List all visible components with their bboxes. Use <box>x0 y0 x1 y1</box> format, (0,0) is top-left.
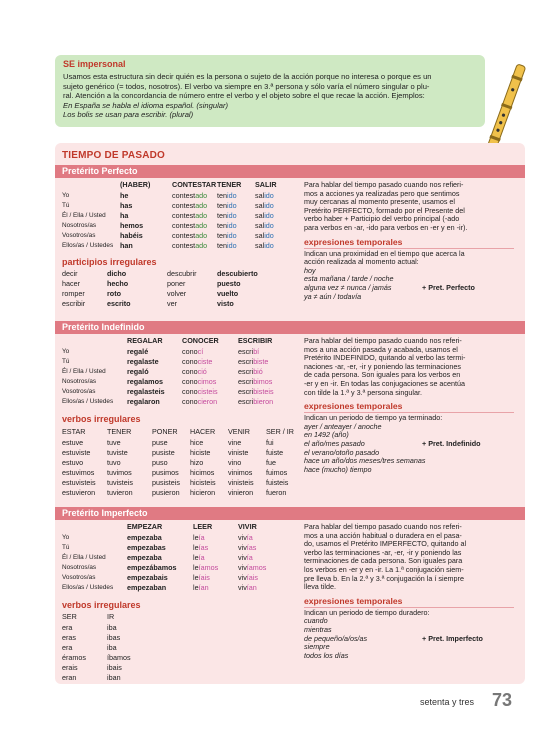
perf-salir: salido <box>255 221 274 230</box>
imp-vivir: vivías <box>238 543 257 552</box>
ind-right-expr: hace (mucho) tiempo <box>304 464 372 474</box>
imperfecto-band-label: Pretérito Imperfecto <box>62 508 148 518</box>
ind-irr-cell: vinisteis <box>228 478 254 487</box>
perf-person: Él / Ella / Usted <box>62 212 106 219</box>
imp-leer: leíamos <box>193 563 219 572</box>
se-example-1: En España se habla el idioma español. (singular) <box>63 100 229 110</box>
ind-irr-cell: estuvisteis <box>62 478 96 487</box>
perf-haber: habéis <box>120 231 143 240</box>
ind-conocer: conocí <box>182 347 204 356</box>
imperfecto-band <box>55 507 525 520</box>
ind-conocer: conoció <box>182 367 207 376</box>
page-number: 73 <box>492 690 513 710</box>
ind-irr-cell: hicisteis <box>190 478 216 487</box>
imp-leer: leía <box>193 553 205 562</box>
ind-regalar: regalamos <box>127 377 163 386</box>
perf-haber: he <box>120 191 129 200</box>
imp-right-expr: siempre <box>304 642 330 652</box>
imp-leer: leían <box>193 583 209 592</box>
imp-empezar: empezaba <box>127 533 162 542</box>
perf-contestar: contestado <box>172 201 208 210</box>
ind-escribir: escribí <box>238 347 260 356</box>
ind-conocer: conocisteis <box>182 387 218 396</box>
perf-salir: salido <box>255 241 274 250</box>
ind-right-para: de cada persona. Son iguales para los verbos en <box>304 370 461 380</box>
ind-person: Nosotros/as <box>62 378 97 385</box>
imp-irr-header: SER <box>62 612 77 621</box>
ind-regalar: regalé <box>127 347 149 356</box>
perf-haber: hemos <box>120 221 144 230</box>
imp-person: Él / Ella / Usted <box>62 554 106 561</box>
perf-tener: tenido <box>217 201 237 210</box>
perf-irr-part: visto <box>217 299 234 308</box>
ind-irr-header: PONER <box>152 427 178 436</box>
perf-tener: tenido <box>217 241 237 250</box>
imp-irr-cell: era <box>62 623 73 632</box>
imperfecto-table <box>62 523 292 593</box>
perf-header-haber: (HABER) <box>120 180 151 189</box>
ind-right-para: naciones -ar, -er, -ir y poniendo las terminaciones <box>304 361 462 371</box>
ind-conocer: conocieron <box>182 397 218 406</box>
ind-irr-cell: estuviste <box>62 448 91 457</box>
perf-right-expr: hoy <box>304 265 316 275</box>
perf-salir: salido <box>255 231 274 240</box>
perf-person: Ellos/as / Ustedes <box>62 242 114 249</box>
imp-empezar: empezábamos <box>127 563 177 572</box>
imp-right-expr: mientras <box>304 625 332 634</box>
imp-irr-cell: era <box>62 643 73 652</box>
ind-header-regalar: REGALAR <box>127 336 163 345</box>
perf-person: Tú <box>62 202 70 209</box>
perf-right-expr: alguna vez ≠ nunca / jamás <box>304 283 392 292</box>
imp-irr-cell: erais <box>62 663 78 672</box>
ind-escribir: escribiste <box>238 357 269 366</box>
perf-haber: ha <box>120 211 129 220</box>
perf-right-para: mos a acciones ya realizadas pero que sentimos <box>304 188 460 198</box>
imp-person: Vosotros/as <box>62 574 96 581</box>
ind-right-expr: Indican un periodo de tiempo ya terminado: <box>304 413 443 423</box>
imp-header-leer: LEER <box>193 522 213 531</box>
perf-irr-inf: decir <box>62 269 78 278</box>
imp-irr-cell: éramos <box>62 653 86 662</box>
imp-irr-header: IR <box>107 612 115 621</box>
imp-right-expr: cuando <box>304 616 328 626</box>
perf-right-plus: + Pret. Perfecto <box>422 283 475 292</box>
ind-escribir: escribió <box>238 367 263 376</box>
perf-contestar: contestado <box>172 231 208 240</box>
ind-right-para: Pretérito INDEFINIDO, quitando al verbo las termi- <box>304 353 466 363</box>
perf-irr-part: dicho <box>107 269 127 278</box>
ind-irr-cell: estuvimos <box>62 468 95 477</box>
ind-irr-cell: hicieron <box>190 488 216 497</box>
perf-irr-inf: romper <box>62 289 85 298</box>
perf-irr-inf: descubrir <box>167 269 197 278</box>
indefinido-table <box>62 337 292 407</box>
perf-header-salir: SALIR <box>255 180 277 189</box>
imp-irr-cell: eras <box>62 633 76 642</box>
ind-right-expr: el verano/otoño pasado <box>304 447 380 457</box>
ind-irregular-table <box>62 428 302 498</box>
ind-irr-cell: estuvieron <box>62 488 96 497</box>
imp-vivir: vivían <box>238 583 257 592</box>
perf-tener: tenido <box>217 221 237 230</box>
imp-irr-cell: iba <box>107 643 117 652</box>
imp-person: Nosotros/as <box>62 564 97 571</box>
ind-irr-header: TENER <box>107 427 132 436</box>
ind-escribir: escribisteis <box>238 387 274 396</box>
ind-right-expr: hace un año/dos meses/tres semanas <box>304 456 426 466</box>
perfecto-band <box>55 165 525 178</box>
imp-irr-cell: eran <box>62 673 77 682</box>
ind-conocer: conocimos <box>182 377 217 386</box>
ind-right-expr: el año/mes pasado <box>304 439 365 448</box>
imp-right-para: terminaciones de cada persona. Son iguales para <box>304 556 463 566</box>
perf-right-expr: acción realizada al momento actual: <box>304 257 419 267</box>
ind-irr-cell: pusisteis <box>152 478 180 487</box>
ind-irr-cell: pusieron <box>152 488 180 497</box>
se-example-2: Los bolis se usan para escribir. (plural) <box>63 110 194 120</box>
ind-irr-cell: tuvisteis <box>107 478 133 487</box>
ind-header-conocer: CONOCER <box>182 336 219 345</box>
imp-right-para: mos a una acción habitual o duradera en el pasa- <box>304 530 462 540</box>
perf-right-para: para verbos en -ar, -ido para verbos en -er y en -ir). <box>304 223 468 232</box>
imp-right-para: Para hablar del tiempo pasado cuando nos referi- <box>304 522 462 531</box>
ind-irr-cell: pusimos <box>152 468 179 477</box>
ind-right-expr: en 1492 (año) <box>304 430 349 440</box>
se-line-1: Usamos esta estructura sin decir quién es la persona o sujeto de la acción porque no interesa o porque es un <box>63 72 432 82</box>
imp-right-expr: de pequeño/a/os/as <box>304 633 368 643</box>
ind-irr-cell: vino <box>228 458 242 467</box>
ind-right-para: mos a una acción pasada y acabada, usamos el <box>304 344 458 354</box>
ind-irr-cell: vine <box>228 438 242 447</box>
ind-conocer: conociste <box>182 357 213 366</box>
ind-irr-cell: estuvo <box>62 458 84 467</box>
imp-vivir: vivía <box>238 553 253 562</box>
imp-vivir: vivía <box>238 533 253 542</box>
perf-contestar: contestado <box>172 191 208 200</box>
ind-header-escribir: ESCRIBIR <box>238 336 273 345</box>
perf-irr-inf: escribir <box>62 299 86 308</box>
perf-header-contestar: CONTESTAR <box>172 180 217 189</box>
ind-irr-cell: vinimos <box>228 468 253 477</box>
ind-irr-header: SER / IR <box>266 427 294 436</box>
ind-right-para: Para hablar del tiempo pasado cuando nos referi- <box>304 336 462 345</box>
imp-right-para: verbo las terminaciones -ar, -er, -ir y poniendo las <box>304 547 462 557</box>
ind-irr-cell: tuvieron <box>107 488 133 497</box>
ind-escribir: escribieron <box>238 397 274 406</box>
ind-person: Vosotros/as <box>62 388 96 395</box>
perf-right-para: verbo haber + Participio del verbo principal (-ado <box>304 214 460 224</box>
perf-person: Nosotros/as <box>62 222 97 229</box>
ind-irr-cell: puse <box>152 438 168 447</box>
ind-person: Tú <box>62 358 70 365</box>
ind-irr-cell: vinieron <box>228 488 254 497</box>
perf-contestar: contestado <box>172 211 208 220</box>
ind-right-expr: ayer / anteayer / anoche <box>304 421 382 431</box>
ind-irr-cell: fuiste <box>266 448 284 457</box>
indefinido-band-label: Pretérito Indefinido <box>62 322 145 332</box>
ind-irr-cell: tuviste <box>107 448 128 457</box>
imp-right-expr: todos los días <box>304 650 349 660</box>
imp-leer: leía <box>193 533 205 542</box>
perf-right-expr: esta mañana / tarde / noche <box>304 274 394 284</box>
imp-irregular-table <box>62 613 162 683</box>
imp-empezar: empezaban <box>127 583 167 592</box>
perf-irr-part: puesto <box>217 279 241 288</box>
imp-right-para: lleva tilde. <box>304 582 336 592</box>
perf-irr-part: hecho <box>107 279 129 288</box>
imp-header-empezar: EMPEZAR <box>127 522 163 531</box>
perf-irr-part: vuelto <box>217 289 239 298</box>
perf-right-expr: Indican una proximidad en el tiempo que acerca la <box>304 248 465 258</box>
ind-irr-header: VENIR <box>228 427 250 436</box>
imp-vivir: vivíamos <box>238 563 267 572</box>
perf-irr-inf: volver <box>167 289 187 298</box>
se-line-3: ral. Atención a la concordancia de número entre el verbo y el objeto sobre el que recae la acción. Ejemplos: <box>63 91 425 101</box>
ind-irr-cell: tuvo <box>107 458 121 467</box>
imp-irr-cell: iban <box>107 673 121 682</box>
ind-right-para: con tilde la 1.ª y 3.ª persona singular. <box>304 387 422 397</box>
perf-salir: salido <box>255 191 274 200</box>
imp-irr-cell: ibas <box>107 633 121 642</box>
ind-irr-cell: tuvimos <box>107 468 132 477</box>
ind-irr-cell: fui <box>266 438 274 447</box>
se-impersonal-title: SE impersonal <box>63 59 126 69</box>
imp-header-vivir: VIVIR <box>238 522 257 531</box>
ind-regalar: regaló <box>127 367 149 376</box>
ind-irr-cell: hiciste <box>190 448 211 457</box>
perf-irregular-title: participios irregulares <box>62 257 157 267</box>
ind-irr-cell: tuve <box>107 438 121 447</box>
ind-irr-cell: fuimos <box>266 468 288 477</box>
imp-right-para: los verbos en -er y en -ir. La 1.ª conjugación siem- <box>304 565 464 574</box>
perf-contestar: contestado <box>172 241 208 250</box>
imperfecto-explanation <box>304 523 519 683</box>
perf-tener: tenido <box>217 231 237 240</box>
perf-salir: salido <box>255 211 274 220</box>
indefinido-explanation <box>304 337 519 497</box>
imp-irr-cell: íbamos <box>107 653 131 662</box>
imp-irregular-title: verbos irregulares <box>62 600 141 610</box>
imp-right-para: do, usamos el Pretérito IMPERFECTO, quitando al <box>304 539 467 549</box>
ind-irr-header: HACER <box>190 427 216 436</box>
imp-person: Yo <box>62 534 70 541</box>
ind-irr-cell: pusiste <box>152 448 175 457</box>
ind-person: Él / Ella / Usted <box>62 368 106 375</box>
perf-right-para: muy cercanas al momento presente, usamos el <box>304 197 456 207</box>
perfecto-band-label: Pretérito Perfecto <box>62 166 138 176</box>
imp-irr-cell: iba <box>107 623 117 632</box>
ind-irr-cell: viniste <box>228 448 249 457</box>
ind-person: Yo <box>62 348 70 355</box>
ind-right-para: -er y en -ir. En todas las conjugaciones se acentúa <box>304 379 466 388</box>
ind-regalar: regalaste <box>127 357 159 366</box>
ind-irr-header: ESTAR <box>62 427 86 436</box>
ind-irr-cell: fuisteis <box>266 478 289 487</box>
imp-right-plus: + Pret. Imperfecto <box>422 633 483 643</box>
perf-person: Yo <box>62 192 70 199</box>
perf-right-para: Para hablar del tiempo pasado cuando nos refieri- <box>304 180 464 189</box>
ind-person: Ellos/as / Ustedes <box>62 398 114 405</box>
ind-regalar: regalasteis <box>127 387 165 396</box>
perf-salir: salido <box>255 201 274 210</box>
perf-person: Vosotros/as <box>62 232 96 239</box>
perf-right-para: Pretérito PERFECTO, formado por el Presente del <box>304 205 465 215</box>
perf-irr-part: roto <box>107 289 121 298</box>
ind-right-plus: + Pret. Indefinido <box>422 439 481 448</box>
imp-person: Tú <box>62 544 70 551</box>
ind-irr-cell: estuve <box>62 438 84 447</box>
imp-irr-cell: ibais <box>107 663 122 672</box>
perf-header-tener: TENER <box>217 180 242 189</box>
perf-right-expr: ya ≠ aún / todavía <box>304 291 362 301</box>
perf-irr-part: descubierto <box>217 269 258 278</box>
imp-empezar: empezabas <box>127 543 166 552</box>
imp-leer: leíais <box>193 573 210 582</box>
perf-haber: has <box>120 201 133 210</box>
imp-right-expr-title: expresiones temporales <box>304 595 403 606</box>
ind-irr-cell: hizo <box>190 458 204 467</box>
ind-irr-cell: puso <box>152 458 168 467</box>
ind-irregular-title: verbos irregulares <box>62 414 141 424</box>
perf-irr-part: escrito <box>107 299 131 308</box>
perf-tener: tenido <box>217 191 237 200</box>
perf-right-expr-title: expresiones temporales <box>304 236 403 247</box>
imp-empezar: empezabais <box>127 573 168 582</box>
imp-right-para: pre lleva b. En la 2.ª y 3.ª conjugación la í siempre <box>304 573 464 583</box>
perf-irr-inf: ver <box>167 299 177 308</box>
imp-person: Ellos/as / Ustedes <box>62 584 114 591</box>
se-impersonal-box <box>55 55 485 127</box>
page-number-words: setenta y tres <box>420 697 475 707</box>
ind-regalar: regalaron <box>127 397 160 406</box>
perf-tener: tenido <box>217 211 237 220</box>
ind-right-expr-title: expresiones temporales <box>304 401 403 412</box>
section-title: TIEMPO DE PASADO <box>62 150 166 161</box>
perf-irr-inf: poner <box>167 279 186 288</box>
perfecto-explanation <box>304 181 519 321</box>
perf-irr-inf: hacer <box>62 279 80 288</box>
imp-leer: leías <box>193 543 209 552</box>
se-line-2: sujeto genérico (= todos, nosotros). El verbo va siempre en 3.ª persona y sólo varía el número singular o plu- <box>63 81 430 91</box>
perf-irregular-table <box>62 270 292 315</box>
indefinido-band <box>55 321 525 334</box>
imp-empezar: empezaba <box>127 553 162 562</box>
ind-irr-cell: hicimos <box>190 468 215 477</box>
imp-vivir: vivíais <box>238 573 258 582</box>
ind-escribir: escribimos <box>238 377 273 386</box>
perf-contestar: contestado <box>172 221 208 230</box>
imp-right-expr: Indican un periodo de tiempo duradero: <box>304 607 430 617</box>
ind-irr-cell: hice <box>190 438 204 447</box>
perf-haber: han <box>120 241 133 250</box>
ind-irr-cell: fueron <box>266 488 287 497</box>
ind-irr-cell: fue <box>266 458 276 467</box>
